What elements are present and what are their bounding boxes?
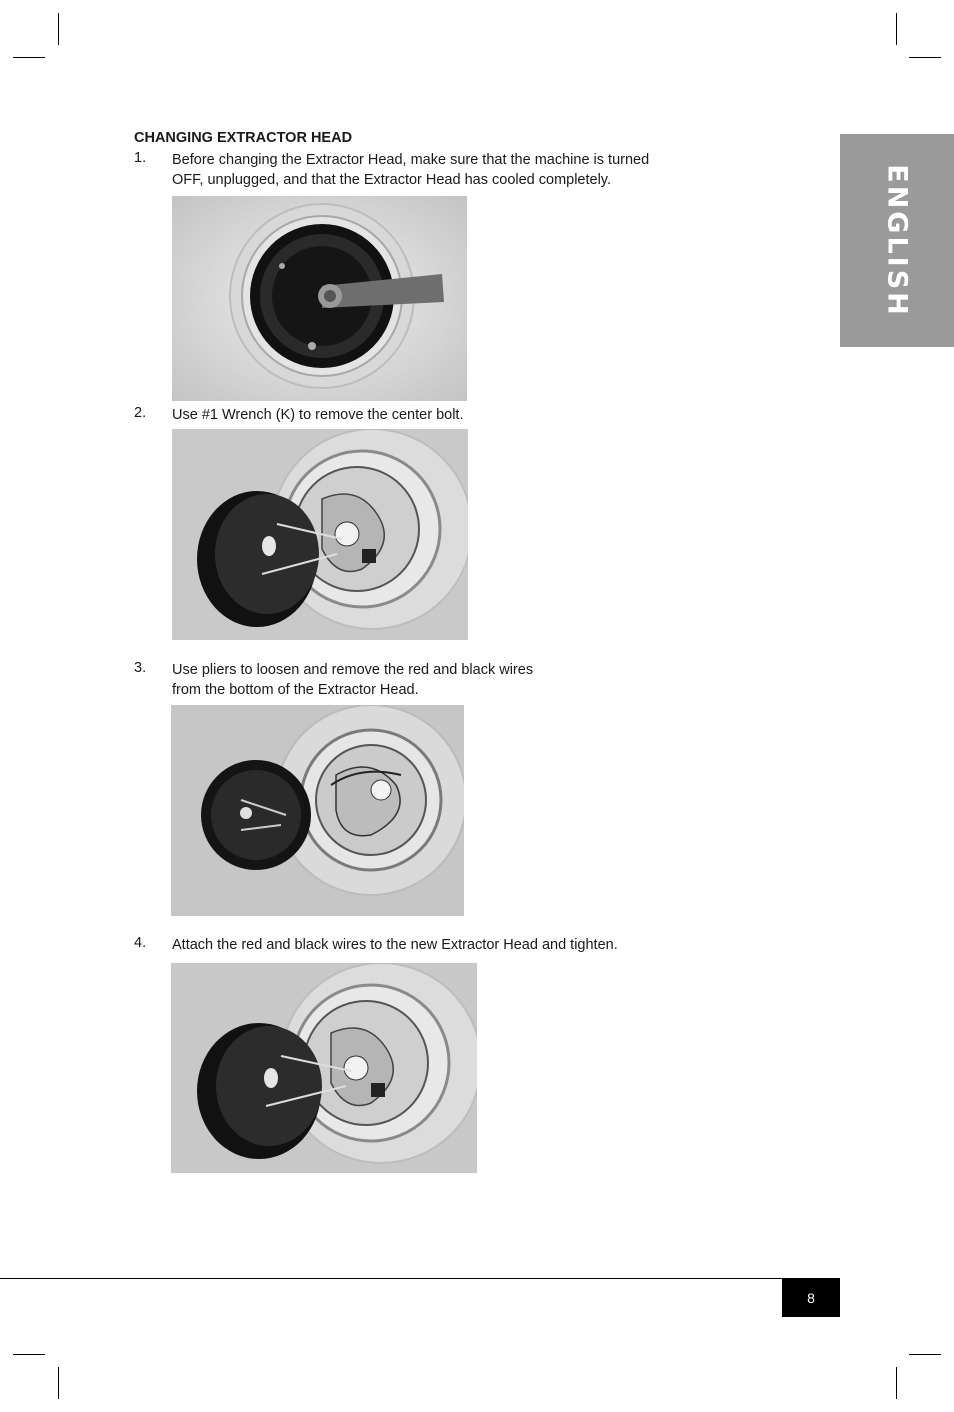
step-line: Use pliers to loosen and remove the red and black wires: [172, 662, 534, 678]
page-number: 8: [782, 1278, 840, 1317]
step-text: [172, 660, 732, 700]
step-photo-attach-wires: [171, 963, 477, 1173]
crop-mark: [13, 1354, 45, 1355]
language-tab-label: ENGLISH: [881, 163, 913, 318]
footer-rule: [0, 1278, 840, 1279]
step-line: Use #1 Wrench (K) to remove the center bolt.: [172, 407, 464, 423]
step-line: Attach the red and black wires to the new Extractor Head and tighten.: [172, 937, 618, 953]
step-line: OFF, unplugged, and that the Extractor Head has cooled completely.: [172, 172, 612, 188]
step-photo-extractor-head: [172, 196, 467, 401]
crop-mark: [909, 57, 941, 58]
crop-mark: [58, 13, 59, 45]
crop-mark: [13, 57, 45, 58]
step-line: from the bottom of the Extractor Head.: [172, 682, 419, 698]
step-number: 4.: [134, 935, 147, 951]
step-number: 2.: [134, 405, 147, 421]
step-text: [172, 405, 732, 425]
crop-mark: [896, 13, 897, 45]
step-text: [172, 935, 732, 955]
section-heading: CHANGING EXTRACTOR HEAD: [134, 130, 353, 146]
crop-mark: [909, 1354, 941, 1355]
crop-mark: [58, 1367, 59, 1399]
step-number: 3.: [134, 660, 147, 676]
crop-mark: [896, 1367, 897, 1399]
step-photo-wires: [171, 705, 464, 916]
step-number: 1.: [134, 150, 147, 166]
step-photo-removed-bolt: [172, 429, 468, 640]
step-line: Before changing the Extractor Head, make sure that the machine is turned: [172, 152, 650, 168]
language-tab: [840, 134, 954, 347]
step-text: [172, 150, 732, 190]
